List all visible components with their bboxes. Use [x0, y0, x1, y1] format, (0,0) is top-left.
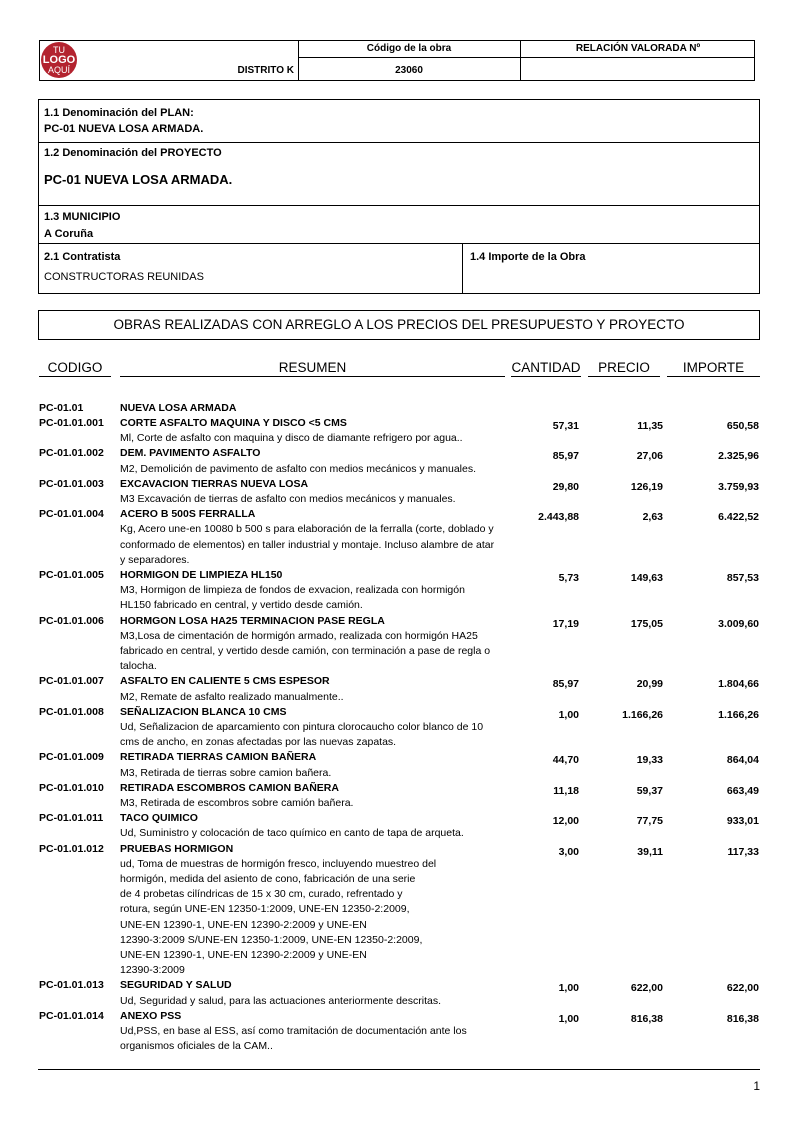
item-precio: 11,35	[637, 420, 663, 432]
item-description-line: talocha.	[120, 660, 157, 673]
item-description-line: HL150 fabricado en central, y vertido desde camión.	[120, 599, 363, 612]
item-cantidad: 12,00	[552, 815, 579, 828]
codigo-obra-value: 23060	[395, 65, 423, 76]
item-description-line: 12390-3:2009	[120, 964, 185, 977]
item-cantidad: 29,80	[552, 480, 579, 493]
item-importe: 2.325,96	[718, 450, 759, 463]
item-precio: 19,33	[636, 754, 663, 767]
item-title: TACO QUIMICO	[120, 812, 198, 825]
item-code: PC-01.01.001	[39, 417, 104, 429]
item-importe: 1.804,66	[718, 678, 759, 691]
item-description-line: Ud, Señalizacion de aparcamiento con pintura clorocaucho color blanco de 10	[120, 720, 484, 733]
item-code: PC-01.01.010	[39, 781, 104, 794]
item-code: PC-01.01.006	[39, 614, 104, 627]
relacion-label: RELACIÓN VALORADA Nº	[575, 43, 701, 54]
item-description-line: UNE-EN 12390-1, UNE-EN 12390-2:2009 y UNE-EN	[120, 948, 367, 961]
footer-line	[38, 1069, 760, 1070]
item-title: RETIRADA TIERRAS CAMION BAÑERA	[120, 751, 317, 764]
proyecto-value: PC-01 NUEVA LOSA ARMADA.	[44, 172, 233, 187]
item-code: PC-01.01.009	[39, 751, 104, 764]
item-importe: 663,49	[726, 784, 759, 797]
item-precio: 2,63	[642, 511, 663, 524]
item-precio: 816,38	[630, 1012, 663, 1025]
item-cantidad: 57,31	[552, 420, 579, 432]
item-code: PC-01.01.014	[39, 1009, 104, 1022]
item-description-line: M2, Remate de asfalto realizado manualmente..	[120, 690, 344, 703]
item-title: ANEXO PSS	[120, 1009, 182, 1022]
item-code: PC-01.01.003	[39, 477, 104, 490]
item-description-line: M2, Demolición de pavimento de asfalto con medios mecánicos y manuales.	[120, 462, 477, 475]
item-precio: 39,11	[637, 845, 663, 858]
item-code: PC-01.01.002	[39, 447, 104, 460]
item-importe: 857,53	[726, 572, 759, 584]
item-cantidad: 1,00	[558, 708, 579, 721]
logo-line-2: LOGO	[42, 53, 76, 66]
col-resumen: RESUMEN	[120, 360, 505, 377]
info-box	[38, 99, 760, 294]
page-number: 1	[753, 1079, 760, 1093]
importe-obra-label: 1.4 Importe de la Obra	[470, 251, 586, 263]
item-description-line: M3,Losa de cimentación de hormigón armado, realizada con hormigón HA25	[120, 629, 478, 642]
plan-value: PC-01 NUEVA LOSA ARMADA.	[44, 123, 204, 135]
item-description-line: rotura, según UNE-EN 12350-1:2009, UNE-EN 12350-2:2009,	[120, 903, 410, 916]
item-cantidad: 5,73	[558, 572, 579, 584]
item-importe: 622,00	[726, 982, 759, 995]
item-description-line: M3, Retirada de escombros sobre camión bañera.	[120, 796, 354, 809]
item-code: PC-01.01.013	[39, 979, 104, 992]
municipio-value: A Coruña	[44, 228, 94, 240]
item-cantidad: 85,97	[552, 450, 579, 463]
item-cantidad: 2.443,88	[538, 511, 579, 524]
item-description-line: y separadores.	[120, 553, 190, 566]
item-description-line: conformado de elementos) en taller industrial y montaje. Incluso alambre de atar	[120, 538, 495, 551]
item-precio: 59,37	[636, 784, 663, 797]
proyecto-label: 1.2 Denominación del PROYECTO	[44, 147, 222, 159]
item-description-line: 12390-3:2009 S/UNE-EN 12350-1:2009, UNE-EN 12350-2:2009,	[120, 933, 423, 946]
item-cantidad: 11,18	[553, 784, 579, 797]
item-title: DEM. PAVIMENTO ASFALTO	[120, 447, 261, 460]
item-title: RETIRADA ESCOMBROS CAMION BAÑERA	[120, 781, 339, 794]
item-cantidad: 17,19	[552, 617, 579, 630]
col-cantidad: CANTIDAD	[511, 360, 581, 375]
item-description-line: Ud, Seguridad y salud, para las actuaciones anteriormente descritas.	[120, 994, 442, 1007]
item-importe: 3.759,93	[718, 480, 759, 493]
logo-line-1: TU	[53, 44, 65, 55]
item-precio: 149,63	[630, 572, 663, 584]
item-title: ACERO B 500S FERRALLA	[120, 508, 256, 521]
item-description-line: cms de ancho, en zonas afectadas por las nuevas zapatas.	[120, 736, 397, 749]
item-description-line: Ud, Suministro y colocación de taco químico en canto de tapa de arqueta.	[120, 827, 464, 840]
chapter-code: PC-01.01	[39, 402, 84, 414]
item-importe: 933,01	[726, 815, 759, 828]
item-description-line: fabricado en central, y vertido desde camión, con terminación a pase de regla o	[120, 644, 491, 657]
contratista-value: CONSTRUCTORAS REUNIDAS	[44, 271, 204, 283]
item-description-line: M3, Hormigon de limpieza de fondos de exvacion, realizada con hormigón	[120, 584, 465, 597]
item-description-line: M3, Retirada de tierras sobre camion bañera.	[120, 766, 332, 779]
col-codigo: CODIGO	[39, 360, 111, 377]
item-importe: 117,33	[727, 845, 759, 858]
distrito-label: DISTRITO K	[237, 65, 294, 76]
item-description-line: hormigón, medida del asiento de cono, fabricación de una serie	[120, 872, 416, 885]
item-importe: 1.166,26	[718, 708, 759, 721]
codigo-obra-label: Código de la obra	[366, 43, 452, 54]
item-description-line: ud, Toma de muestras de hormigón fresco, incluyendo muestreo del	[120, 857, 437, 870]
item-code: PC-01.01.007	[39, 675, 104, 688]
item-title: ASFALTO EN CALIENTE 5 CMS ESPESOR	[120, 675, 330, 688]
item-code: PC-01.01.004	[39, 508, 104, 521]
item-title: EXCAVACION TIERRAS NUEVA LOSA	[120, 477, 309, 490]
item-importe: 3.009,60	[718, 617, 759, 630]
item-description-line: organismos oficiales de la CAM..	[120, 1040, 273, 1053]
item-importe: 816,38	[726, 1012, 759, 1025]
item-precio: 27,06	[636, 450, 663, 463]
item-description-line: UNE-EN 12390-1, UNE-EN 12390-2:2009 y UNE-EN	[120, 918, 367, 931]
item-cantidad: 1,00	[558, 982, 579, 995]
item-cantidad: 3,00	[558, 845, 579, 858]
item-cantidad: 85,97	[552, 678, 579, 691]
item-description-line: Kg, Acero une-en 10080 b 500 s para elaboración de la ferralla (corte, doblado y	[120, 523, 494, 536]
item-description-line: de 4 probetas cilíndricas de 15 x 30 cm, curado, refrentado y	[120, 888, 403, 901]
item-code: PC-01.01.012	[39, 842, 104, 855]
item-precio: 622,00	[630, 982, 663, 995]
item-title: PRUEBAS HORMIGON	[120, 842, 234, 855]
municipio-label: 1.3 MUNICIPIO	[44, 211, 121, 223]
obras-title: OBRAS REALIZADAS CON ARREGLO A LOS PRECIOS DEL PRESUPUESTO Y PROYECTO	[38, 310, 760, 340]
logo-line-3: AQUÍ	[47, 64, 70, 75]
item-code: PC-01.01.008	[39, 705, 104, 718]
item-precio: 175,05	[630, 617, 663, 630]
item-cantidad: 44,70	[552, 754, 579, 767]
item-title: HORMIGON DE LIMPIEZA HL150	[120, 569, 283, 581]
item-title: HORMGON LOSA HA25 TERMINACION PASE REGLA	[120, 614, 385, 627]
item-code: PC-01.01.011	[39, 812, 104, 825]
item-precio: 1.166,26	[622, 708, 663, 721]
item-title: CORTE ASFALTO MAQUINA Y DISCO <5 CMS	[120, 417, 347, 429]
item-precio: 77,75	[636, 815, 663, 828]
col-importe: IMPORTE	[667, 360, 760, 377]
item-precio: 20,99	[636, 678, 663, 691]
col-precio: PRECIO	[588, 360, 660, 377]
item-title: SEÑALIZACION BLANCA 10 CMS	[120, 705, 287, 718]
item-importe: 650,58	[726, 420, 759, 432]
item-code: PC-01.01.005	[39, 569, 104, 581]
item-description-line: M3 Excavación de tierras de asfalto con medios mecánicos y manuales.	[120, 492, 456, 505]
chapter-title: NUEVA LOSA ARMADA	[120, 402, 237, 414]
item-importe: 864,04	[726, 754, 759, 767]
item-description-line: Ud,PSS, en base al ESS, así como tramitación de documentación ante los	[120, 1024, 467, 1037]
contratista-label: 2.1 Contratista	[44, 251, 121, 263]
item-cantidad: 1,00	[558, 1012, 579, 1025]
item-precio: 126,19	[630, 480, 663, 493]
plan-label: 1.1 Denominación del PLAN:	[44, 107, 194, 119]
header-box	[39, 40, 755, 81]
item-description-line: Ml, Corte de asfalto con maquina y disco de diamante refrigero por agua..	[120, 432, 463, 445]
item-title: SEGURIDAD Y SALUD	[120, 979, 232, 992]
item-importe: 6.422,52	[718, 511, 759, 524]
